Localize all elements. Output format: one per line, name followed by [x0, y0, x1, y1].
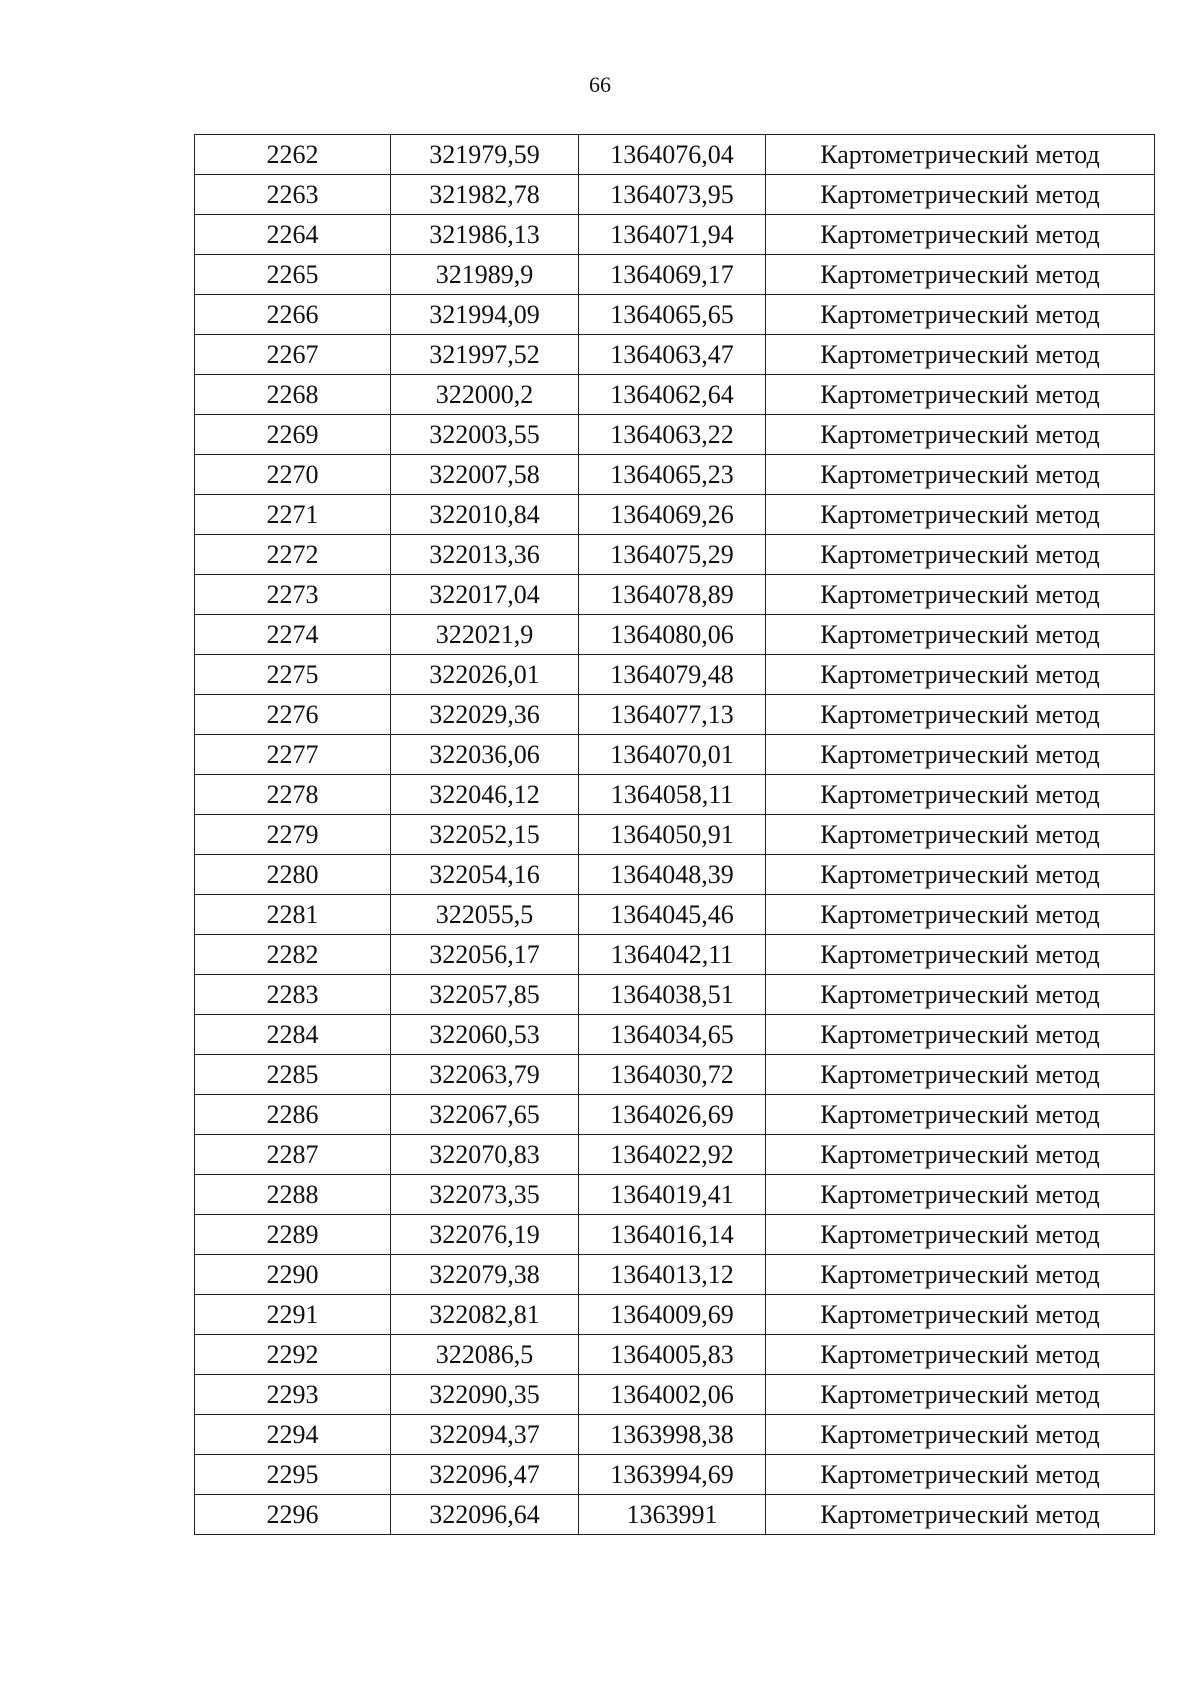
x-coordinate-cell: 321994,09 — [391, 295, 579, 335]
x-coordinate-cell: 322082,81 — [391, 1295, 579, 1335]
table-row — [195, 455, 1155, 495]
point-number-cell: 2277 — [195, 735, 391, 775]
point-number-cell: 2275 — [195, 655, 391, 695]
y-coordinate-cell: 1364063,22 — [579, 415, 766, 455]
x-coordinate-cell: 322094,37 — [391, 1415, 579, 1455]
method-cell: Картометрический метод — [766, 455, 1155, 495]
y-coordinate-cell: 1364075,29 — [579, 535, 766, 575]
x-coordinate-cell: 322000,2 — [391, 375, 579, 415]
point-number-cell: 2285 — [195, 1055, 391, 1095]
x-coordinate-cell: 322096,47 — [391, 1455, 579, 1495]
y-coordinate-cell: 1363998,38 — [579, 1415, 766, 1455]
method-cell: Картометрический метод — [766, 1175, 1155, 1215]
x-coordinate-cell: 322057,85 — [391, 975, 579, 1015]
x-coordinate-cell: 322070,83 — [391, 1135, 579, 1175]
table-row — [195, 1495, 1155, 1535]
table-row — [195, 1095, 1155, 1135]
table-row — [195, 175, 1155, 215]
x-coordinate-cell: 322096,64 — [391, 1495, 579, 1535]
point-number-cell: 2272 — [195, 535, 391, 575]
table-row — [195, 1375, 1155, 1415]
table-row — [195, 255, 1155, 295]
point-number-cell: 2283 — [195, 975, 391, 1015]
x-coordinate-cell: 322067,65 — [391, 1095, 579, 1135]
point-number-cell: 2262 — [195, 135, 391, 175]
method-cell: Картометрический метод — [766, 695, 1155, 735]
table-row — [195, 1175, 1155, 1215]
y-coordinate-cell: 1363994,69 — [579, 1455, 766, 1495]
table-row — [195, 935, 1155, 975]
method-cell: Картометрический метод — [766, 775, 1155, 815]
table-row — [195, 575, 1155, 615]
table-row — [195, 335, 1155, 375]
y-coordinate-cell: 1364042,11 — [579, 935, 766, 975]
table-row — [195, 1255, 1155, 1295]
table-row — [195, 815, 1155, 855]
x-coordinate-cell: 322036,06 — [391, 735, 579, 775]
table-row — [195, 1335, 1155, 1375]
point-number-cell: 2279 — [195, 815, 391, 855]
x-coordinate-cell: 322046,12 — [391, 775, 579, 815]
method-cell: Картометрический метод — [766, 1375, 1155, 1415]
method-cell: Картометрический метод — [766, 255, 1155, 295]
method-cell: Картометрический метод — [766, 215, 1155, 255]
table-row — [195, 1415, 1155, 1455]
table-row — [195, 695, 1155, 735]
method-cell: Картометрический метод — [766, 1415, 1155, 1455]
method-cell: Картометрический метод — [766, 375, 1155, 415]
point-number-cell: 2267 — [195, 335, 391, 375]
y-coordinate-cell: 1364048,39 — [579, 855, 766, 895]
x-coordinate-cell: 322063,79 — [391, 1055, 579, 1095]
y-coordinate-cell: 1364065,65 — [579, 295, 766, 335]
table-row — [195, 1215, 1155, 1255]
table-row — [195, 495, 1155, 535]
method-cell: Картометрический метод — [766, 1335, 1155, 1375]
y-coordinate-cell: 1364045,46 — [579, 895, 766, 935]
table-row — [195, 1055, 1155, 1095]
y-coordinate-cell: 1364071,94 — [579, 215, 766, 255]
method-cell: Картометрический метод — [766, 895, 1155, 935]
point-number-cell: 2269 — [195, 415, 391, 455]
y-coordinate-cell: 1364013,12 — [579, 1255, 766, 1295]
y-coordinate-cell: 1364050,91 — [579, 815, 766, 855]
y-coordinate-cell: 1364079,48 — [579, 655, 766, 695]
point-number-cell: 2288 — [195, 1175, 391, 1215]
x-coordinate-cell: 322026,01 — [391, 655, 579, 695]
method-cell: Картометрический метод — [766, 1135, 1155, 1175]
y-coordinate-cell: 1364070,01 — [579, 735, 766, 775]
y-coordinate-cell: 1364069,17 — [579, 255, 766, 295]
method-cell: Картометрический метод — [766, 535, 1155, 575]
x-coordinate-cell: 322086,5 — [391, 1335, 579, 1375]
point-number-cell: 2287 — [195, 1135, 391, 1175]
table-row — [195, 775, 1155, 815]
method-cell: Картометрический метод — [766, 495, 1155, 535]
y-coordinate-cell: 1364078,89 — [579, 575, 766, 615]
method-cell: Картометрический метод — [766, 575, 1155, 615]
y-coordinate-cell: 1364026,69 — [579, 1095, 766, 1135]
point-number-cell: 2282 — [195, 935, 391, 975]
y-coordinate-cell: 1364002,06 — [579, 1375, 766, 1415]
method-cell: Картометрический метод — [766, 1295, 1155, 1335]
method-cell: Картометрический метод — [766, 1215, 1155, 1255]
x-coordinate-cell: 322079,38 — [391, 1255, 579, 1295]
point-number-cell: 2294 — [195, 1415, 391, 1455]
method-cell: Картометрический метод — [766, 295, 1155, 335]
table-row — [195, 655, 1155, 695]
x-coordinate-cell: 322003,55 — [391, 415, 579, 455]
point-number-cell: 2295 — [195, 1455, 391, 1495]
table-row — [195, 215, 1155, 255]
y-coordinate-cell: 1364034,65 — [579, 1015, 766, 1055]
method-cell: Картометрический метод — [766, 1015, 1155, 1055]
point-number-cell: 2292 — [195, 1335, 391, 1375]
y-coordinate-cell: 1364058,11 — [579, 775, 766, 815]
y-coordinate-cell: 1364065,23 — [579, 455, 766, 495]
point-number-cell: 2274 — [195, 615, 391, 655]
point-number-cell: 2266 — [195, 295, 391, 335]
table-row — [195, 855, 1155, 895]
y-coordinate-cell: 1364080,06 — [579, 615, 766, 655]
table-row — [195, 1135, 1155, 1175]
point-number-cell: 2270 — [195, 455, 391, 495]
method-cell: Картометрический метод — [766, 655, 1155, 695]
table-row — [195, 135, 1155, 175]
y-coordinate-cell: 1364019,41 — [579, 1175, 766, 1215]
point-number-cell: 2281 — [195, 895, 391, 935]
point-number-cell: 2263 — [195, 175, 391, 215]
point-number-cell: 2265 — [195, 255, 391, 295]
point-number-cell: 2286 — [195, 1095, 391, 1135]
x-coordinate-cell: 322060,53 — [391, 1015, 579, 1055]
x-coordinate-cell: 322013,36 — [391, 535, 579, 575]
page-number: 66 — [589, 72, 611, 97]
y-coordinate-cell: 1364038,51 — [579, 975, 766, 1015]
point-number-cell: 2296 — [195, 1495, 391, 1535]
x-coordinate-cell: 322056,17 — [391, 935, 579, 975]
point-number-cell: 2271 — [195, 495, 391, 535]
x-coordinate-cell: 321979,59 — [391, 135, 579, 175]
point-number-cell: 2273 — [195, 575, 391, 615]
point-number-cell: 2291 — [195, 1295, 391, 1335]
y-coordinate-cell: 1364062,64 — [579, 375, 766, 415]
y-coordinate-cell: 1364063,47 — [579, 335, 766, 375]
x-coordinate-cell: 321982,78 — [391, 175, 579, 215]
method-cell: Картометрический метод — [766, 135, 1155, 175]
coordinates-table-body — [195, 135, 1155, 1535]
point-number-cell: 2290 — [195, 1255, 391, 1295]
x-coordinate-cell: 321986,13 — [391, 215, 579, 255]
table-row — [195, 895, 1155, 935]
point-number-cell: 2268 — [195, 375, 391, 415]
x-coordinate-cell: 322090,35 — [391, 1375, 579, 1415]
method-cell: Картометрический метод — [766, 175, 1155, 215]
table-row — [195, 615, 1155, 655]
table-row — [195, 975, 1155, 1015]
method-cell: Картометрический метод — [766, 1495, 1155, 1535]
y-coordinate-cell: 1364077,13 — [579, 695, 766, 735]
y-coordinate-cell: 1364030,72 — [579, 1055, 766, 1095]
method-cell: Картометрический метод — [766, 815, 1155, 855]
table-row — [195, 415, 1155, 455]
table-row — [195, 735, 1155, 775]
table-row — [195, 1295, 1155, 1335]
method-cell: Картометрический метод — [766, 415, 1155, 455]
table-row — [195, 1455, 1155, 1495]
x-coordinate-cell: 322007,58 — [391, 455, 579, 495]
method-cell: Картометрический метод — [766, 615, 1155, 655]
y-coordinate-cell: 1364022,92 — [579, 1135, 766, 1175]
x-coordinate-cell: 322073,35 — [391, 1175, 579, 1215]
table-row — [195, 375, 1155, 415]
y-coordinate-cell: 1364073,95 — [579, 175, 766, 215]
y-coordinate-cell: 1363991 — [579, 1495, 766, 1535]
x-coordinate-cell: 322017,04 — [391, 575, 579, 615]
y-coordinate-cell: 1364069,26 — [579, 495, 766, 535]
x-coordinate-cell: 322021,9 — [391, 615, 579, 655]
x-coordinate-cell: 321989,9 — [391, 255, 579, 295]
table-row — [195, 535, 1155, 575]
y-coordinate-cell: 1364076,04 — [579, 135, 766, 175]
method-cell: Картометрический метод — [766, 1055, 1155, 1095]
point-number-cell: 2280 — [195, 855, 391, 895]
method-cell: Картометрический метод — [766, 1095, 1155, 1135]
y-coordinate-cell: 1364016,14 — [579, 1215, 766, 1255]
y-coordinate-cell: 1364005,83 — [579, 1335, 766, 1375]
x-coordinate-cell: 321997,52 — [391, 335, 579, 375]
method-cell: Картометрический метод — [766, 1455, 1155, 1495]
point-number-cell: 2284 — [195, 1015, 391, 1055]
table-row — [195, 295, 1155, 335]
method-cell: Картометрический метод — [766, 855, 1155, 895]
x-coordinate-cell: 322055,5 — [391, 895, 579, 935]
point-number-cell: 2276 — [195, 695, 391, 735]
point-number-cell: 2264 — [195, 215, 391, 255]
point-number-cell: 2289 — [195, 1215, 391, 1255]
x-coordinate-cell: 322010,84 — [391, 495, 579, 535]
method-cell: Картометрический метод — [766, 1255, 1155, 1295]
x-coordinate-cell: 322054,16 — [391, 855, 579, 895]
x-coordinate-cell: 322076,19 — [391, 1215, 579, 1255]
table-row — [195, 1015, 1155, 1055]
method-cell: Картометрический метод — [766, 735, 1155, 775]
y-coordinate-cell: 1364009,69 — [579, 1295, 766, 1335]
coordinates-table — [194, 134, 1155, 1535]
method-cell: Картометрический метод — [766, 335, 1155, 375]
x-coordinate-cell: 322029,36 — [391, 695, 579, 735]
method-cell: Картометрический метод — [766, 975, 1155, 1015]
method-cell: Картометрический метод — [766, 935, 1155, 975]
point-number-cell: 2278 — [195, 775, 391, 815]
point-number-cell: 2293 — [195, 1375, 391, 1415]
x-coordinate-cell: 322052,15 — [391, 815, 579, 855]
